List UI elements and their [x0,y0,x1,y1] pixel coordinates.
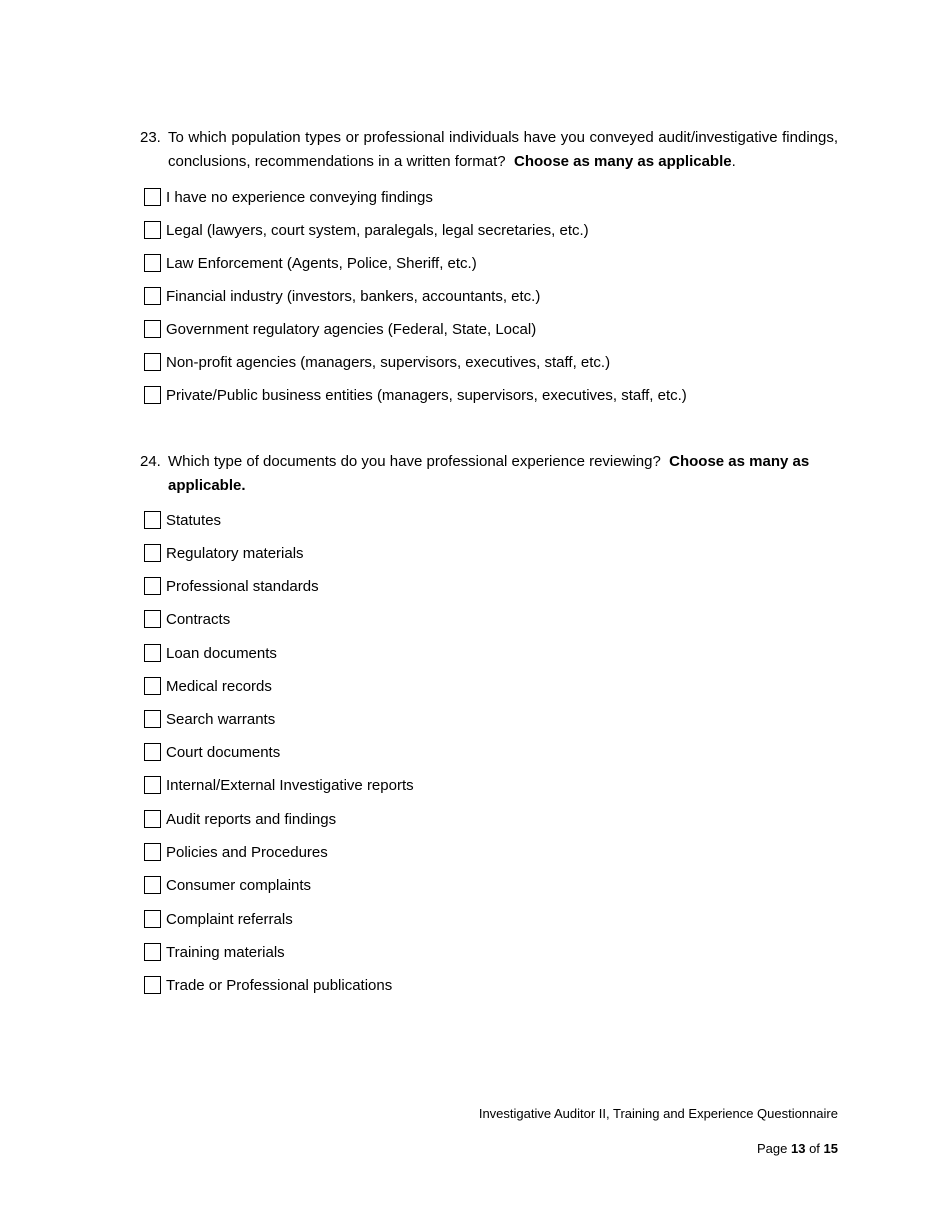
option-label: Medical records [166,677,272,695]
option-medical-records[interactable] [144,675,272,697]
checkbox[interactable] [144,254,161,272]
option-legal[interactable] [144,219,589,241]
option-no-experience[interactable] [144,186,433,208]
checkbox[interactable] [144,776,161,794]
checkbox[interactable] [144,221,161,239]
checkbox[interactable] [144,188,161,206]
option-contracts[interactable] [144,608,230,630]
option-regulatory-materials[interactable] [144,542,304,564]
question-24 [140,450,838,498]
option-training-materials[interactable] [144,941,285,963]
question-23 [140,126,838,174]
option-search-warrants[interactable] [144,708,275,730]
question-24-text [140,450,838,498]
option-label: Internal/External Investigative reports [166,776,414,794]
option-non-profit[interactable] [144,351,610,373]
option-label: Training materials [166,943,285,961]
question-instruction-suffix: . [731,153,736,170]
option-court-documents[interactable] [144,741,280,763]
option-label: Statutes [166,511,222,529]
option-audit-reports[interactable] [144,808,336,830]
checkbox[interactable] [144,287,161,305]
checkbox[interactable] [144,386,161,404]
checkbox[interactable] [144,353,161,371]
checkbox[interactable] [144,710,161,728]
checkbox[interactable] [144,677,161,695]
option-label: Contracts [166,610,231,628]
option-label: Court documents [166,743,281,761]
question-instruction: Choose as many as applicable. [168,453,810,494]
option-investigative-reports[interactable] [144,774,414,796]
checkbox[interactable] [144,843,161,861]
page-of: of [809,1141,820,1156]
option-trade-publications[interactable] [144,974,392,996]
option-private-public-business[interactable] [144,384,687,406]
option-law-enforcement[interactable] [144,252,477,274]
page-indicator [757,1141,838,1156]
option-statutes[interactable] [144,509,221,531]
checkbox[interactable] [144,511,161,529]
option-label: Regulatory materials [166,544,304,562]
option-label: Loan documents [166,644,277,662]
option-label: Trade or Professional publications [166,976,393,994]
option-professional-standards[interactable] [144,575,319,597]
option-policies-procedures[interactable] [144,841,328,863]
page-prefix: Page [756,1141,788,1156]
option-label: Search warrants [166,710,276,728]
option-label: I have no experience conveying findings [166,188,433,206]
question-instruction: Choose as many as applicable [514,153,732,170]
option-label: Law Enforcement (Agents, Police, Sheriff, etc.) [166,254,477,272]
option-label: Professional standards [166,577,319,595]
checkbox[interactable] [144,810,161,828]
option-label: Government regulatory agencies (Federal, State, Local) [166,320,537,338]
page-total: 15 [823,1141,838,1156]
option-label: Audit reports and findings [166,810,337,828]
question-number: 23. [140,129,161,146]
option-label: Private/Public business entities (managers, supervisors, executives, staff, etc.) [166,386,687,404]
option-financial-industry[interactable] [144,285,540,307]
option-label: Legal (lawyers, court system, paralegals, legal secretaries, etc.) [166,221,589,239]
option-label: Policies and Procedures [166,843,328,861]
option-label: Financial industry (investors, bankers, accountants, etc.) [166,287,541,305]
checkbox[interactable] [144,644,161,662]
checkbox[interactable] [144,577,161,595]
checkbox[interactable] [144,976,161,994]
option-label: Complaint referrals [166,910,293,928]
option-loan-documents[interactable] [144,642,277,664]
page-current: 13 [790,1141,806,1156]
option-label: Consumer complaints [166,876,312,894]
checkbox[interactable] [144,320,161,338]
checkbox[interactable] [144,544,161,562]
question-number: 24. [140,453,161,470]
question-prompt: To which population types or professional individuals have you conveyed audit/investigative findings, conclusions, recommendations in a written format? [168,129,838,170]
checkbox[interactable] [144,610,161,628]
option-label: Non-profit agencies (managers, supervisors, executives, staff, etc.) [166,353,611,371]
checkbox[interactable] [144,943,161,961]
footer-title: Investigative Auditor II, Training and Experience Questionnaire [478,1106,838,1121]
option-government-regulatory[interactable] [144,318,536,340]
question-23-text [140,126,838,174]
checkbox[interactable] [144,743,161,761]
option-consumer-complaints[interactable] [144,874,311,896]
question-prompt: Which type of documents do you have professional experience reviewing? [168,453,661,470]
checkbox[interactable] [144,876,161,894]
option-complaint-referrals[interactable] [144,908,293,930]
checkbox[interactable] [144,910,161,928]
